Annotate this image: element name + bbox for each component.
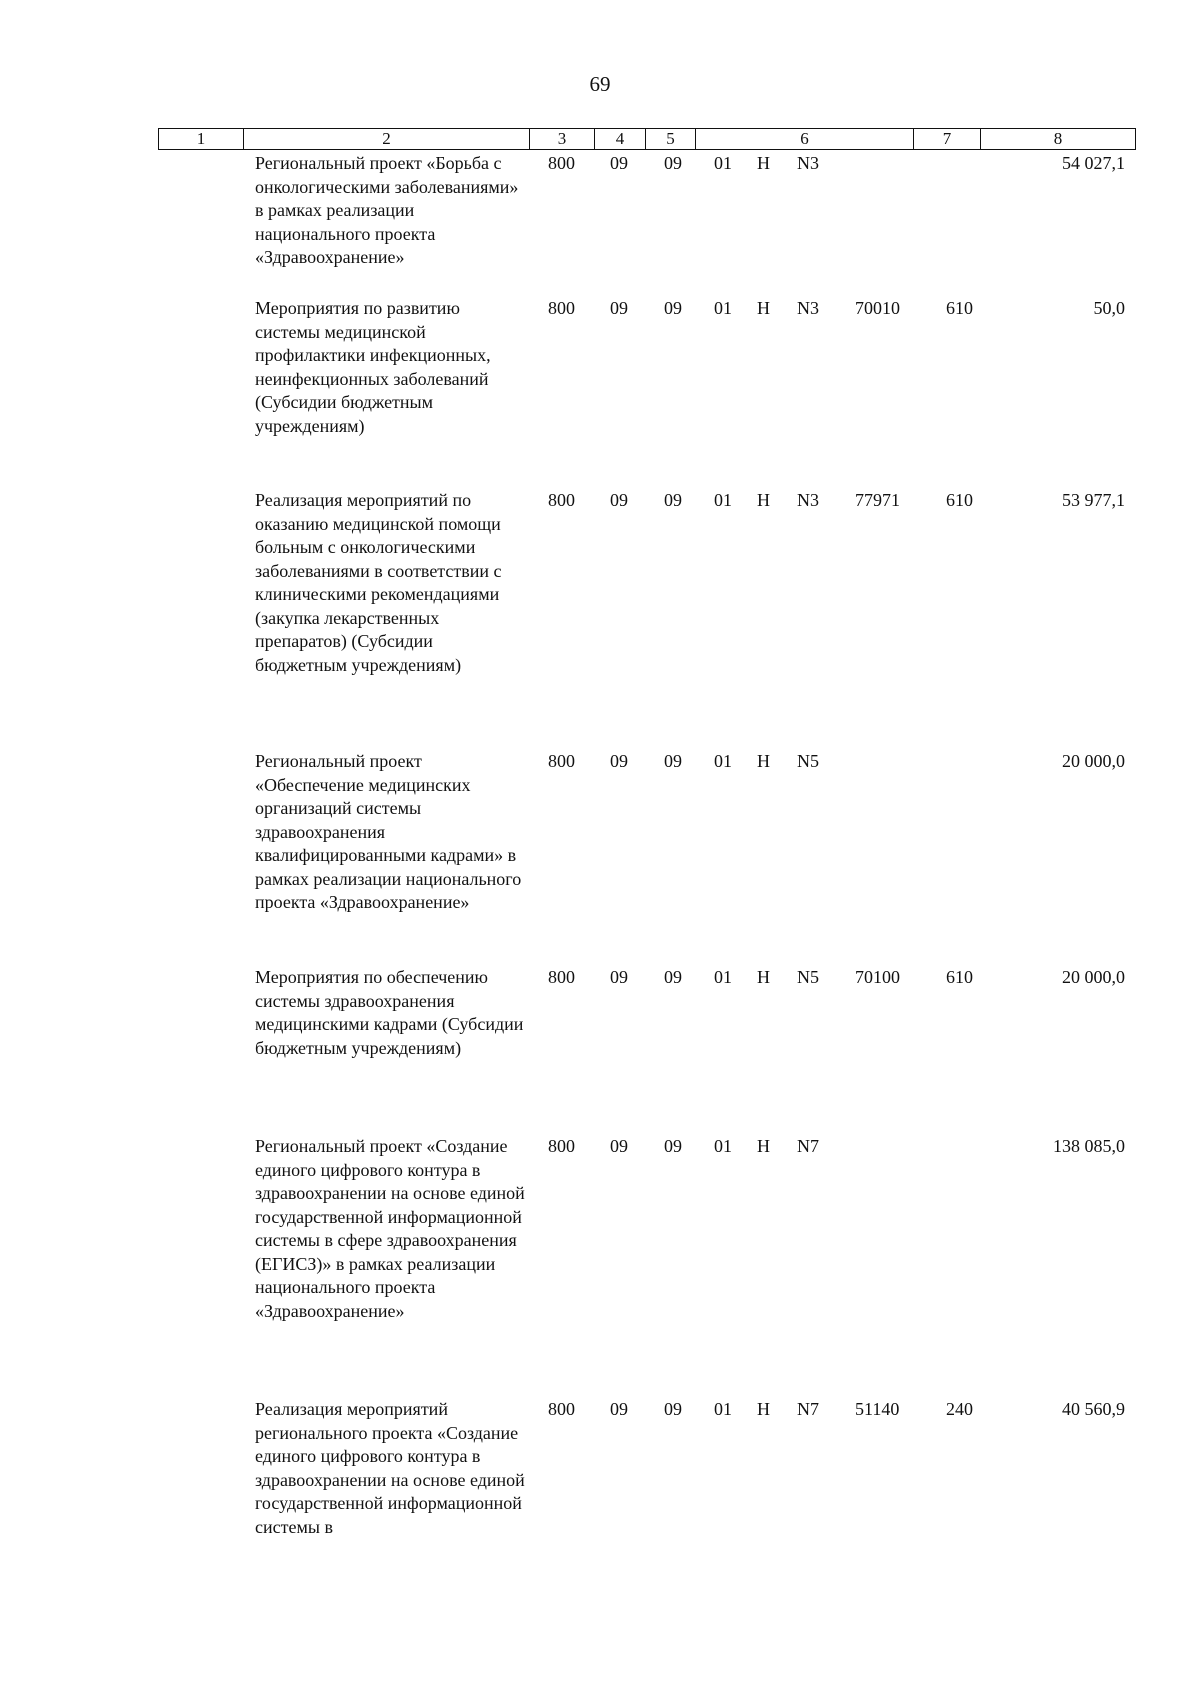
row-grbs: 800 [548, 1136, 575, 1156]
row-amount: 40 560,9 [1062, 1399, 1125, 1419]
row-pr: 09 [664, 1399, 682, 1419]
row-name: Реализация мероприятий по оказанию медицинской помощи больным с онкологическими заболеваниями в соответствии с клиническими рекомендациями (закупка лекарственных препаратов) (Субсидии бюджетным учреждениям) [255, 490, 502, 675]
header-col-7: 7 [914, 129, 981, 149]
header-col-6: 6 [696, 129, 914, 149]
row-grbs: 800 [548, 298, 575, 318]
row-cs4: 51140 [855, 1399, 900, 1419]
row-cs2: Н [757, 298, 770, 318]
row-rz: 09 [610, 1399, 628, 1419]
row-cs2: Н [757, 153, 770, 173]
row-rz: 09 [610, 1136, 628, 1156]
page-number: 69 [589, 72, 611, 96]
row-grbs: 800 [548, 153, 575, 173]
row-amount: 138 085,0 [1053, 1136, 1125, 1156]
row-name: Мероприятия по обеспечению системы здравоохранения медицинскими кадрами (Субсидии бюджетным учреждениям) [255, 967, 524, 1058]
row-cs3: N7 [797, 1399, 819, 1419]
row-amount: 20 000,0 [1062, 751, 1125, 771]
row-grbs: 800 [548, 490, 575, 510]
row-cs4: 70100 [855, 967, 900, 987]
row-vr: 240 [946, 1399, 973, 1419]
row-vr: 610 [946, 298, 973, 318]
row-pr: 09 [664, 751, 682, 771]
row-amount: 20 000,0 [1062, 967, 1125, 987]
row-cs3: N7 [797, 1136, 819, 1156]
header-col-8: 8 [1053, 129, 1063, 148]
row-grbs: 800 [548, 1399, 575, 1419]
row-amount: 53 977,1 [1062, 490, 1125, 510]
row-cs4: 70010 [855, 298, 900, 318]
header-col-5: 5 [646, 129, 696, 149]
row-pr: 09 [664, 490, 682, 510]
row-rz: 09 [610, 490, 628, 510]
row-cs2: Н [757, 751, 770, 771]
row-cs4: 77971 [855, 490, 900, 510]
row-cs1: 01 [714, 490, 732, 510]
header-col-1: 1 [159, 129, 244, 149]
row-vr: 610 [946, 967, 973, 987]
row-rz: 09 [610, 751, 628, 771]
header-col-4: 4 [595, 129, 646, 149]
header-col-2: 2 [244, 129, 530, 149]
row-name: Региональный проект «Создание единого цифрового контура в здравоохранении на основе единой государственной информационной системы в сфере здравоохранения (ЕГИСЗ)» в рамках реализации национального проекта «Здравоохранение» [255, 1136, 525, 1321]
row-rz: 09 [610, 967, 628, 987]
row-cs3: N3 [797, 490, 819, 510]
row-vr: 610 [946, 490, 973, 510]
row-name: Мероприятия по развитию системы медицинской профилактики инфекционных, неинфекционных заболеваний (Субсидии бюджетным учреждениям) [255, 298, 491, 436]
row-cs3: N5 [797, 967, 819, 987]
row-cs1: 01 [714, 1136, 732, 1156]
header-col-3: 3 [530, 129, 595, 149]
row-cs1: 01 [714, 153, 732, 173]
row-cs1: 01 [714, 1399, 732, 1419]
row-amount: 50,0 [1093, 298, 1125, 318]
row-cs3: N3 [797, 298, 819, 318]
row-grbs: 800 [548, 967, 575, 987]
row-cs3: N3 [797, 153, 819, 173]
row-grbs: 800 [548, 751, 575, 771]
row-name: Региональный проект «Обеспечение медицинских организаций системы здравоохранения квалифицированными кадрами» в рамках реализации национального проекта «Здравоохранение» [255, 751, 522, 912]
row-cs1: 01 [714, 751, 732, 771]
row-cs2: Н [757, 967, 770, 987]
row-name: Региональный проект «Борьба с онкологическими заболеваниями» в рамках реализации национального проекта «Здравоохранение» [255, 153, 519, 267]
row-pr: 09 [664, 1136, 682, 1156]
row-pr: 09 [664, 967, 682, 987]
row-cs3: N5 [797, 751, 819, 771]
row-cs2: Н [757, 490, 770, 510]
row-cs1: 01 [714, 298, 732, 318]
row-name: Реализация мероприятий регионального проекта «Создание единого цифрового контура в здравоохранении на основе единой государственной информационной системы в [255, 1399, 525, 1537]
row-pr: 09 [664, 153, 682, 173]
row-amount: 54 027,1 [1062, 153, 1125, 173]
row-rz: 09 [610, 153, 628, 173]
row-rz: 09 [610, 298, 628, 318]
row-cs2: Н [757, 1399, 770, 1419]
row-cs2: Н [757, 1136, 770, 1156]
row-cs1: 01 [714, 967, 732, 987]
table-header-row [158, 128, 1136, 150]
row-pr: 09 [664, 298, 682, 318]
